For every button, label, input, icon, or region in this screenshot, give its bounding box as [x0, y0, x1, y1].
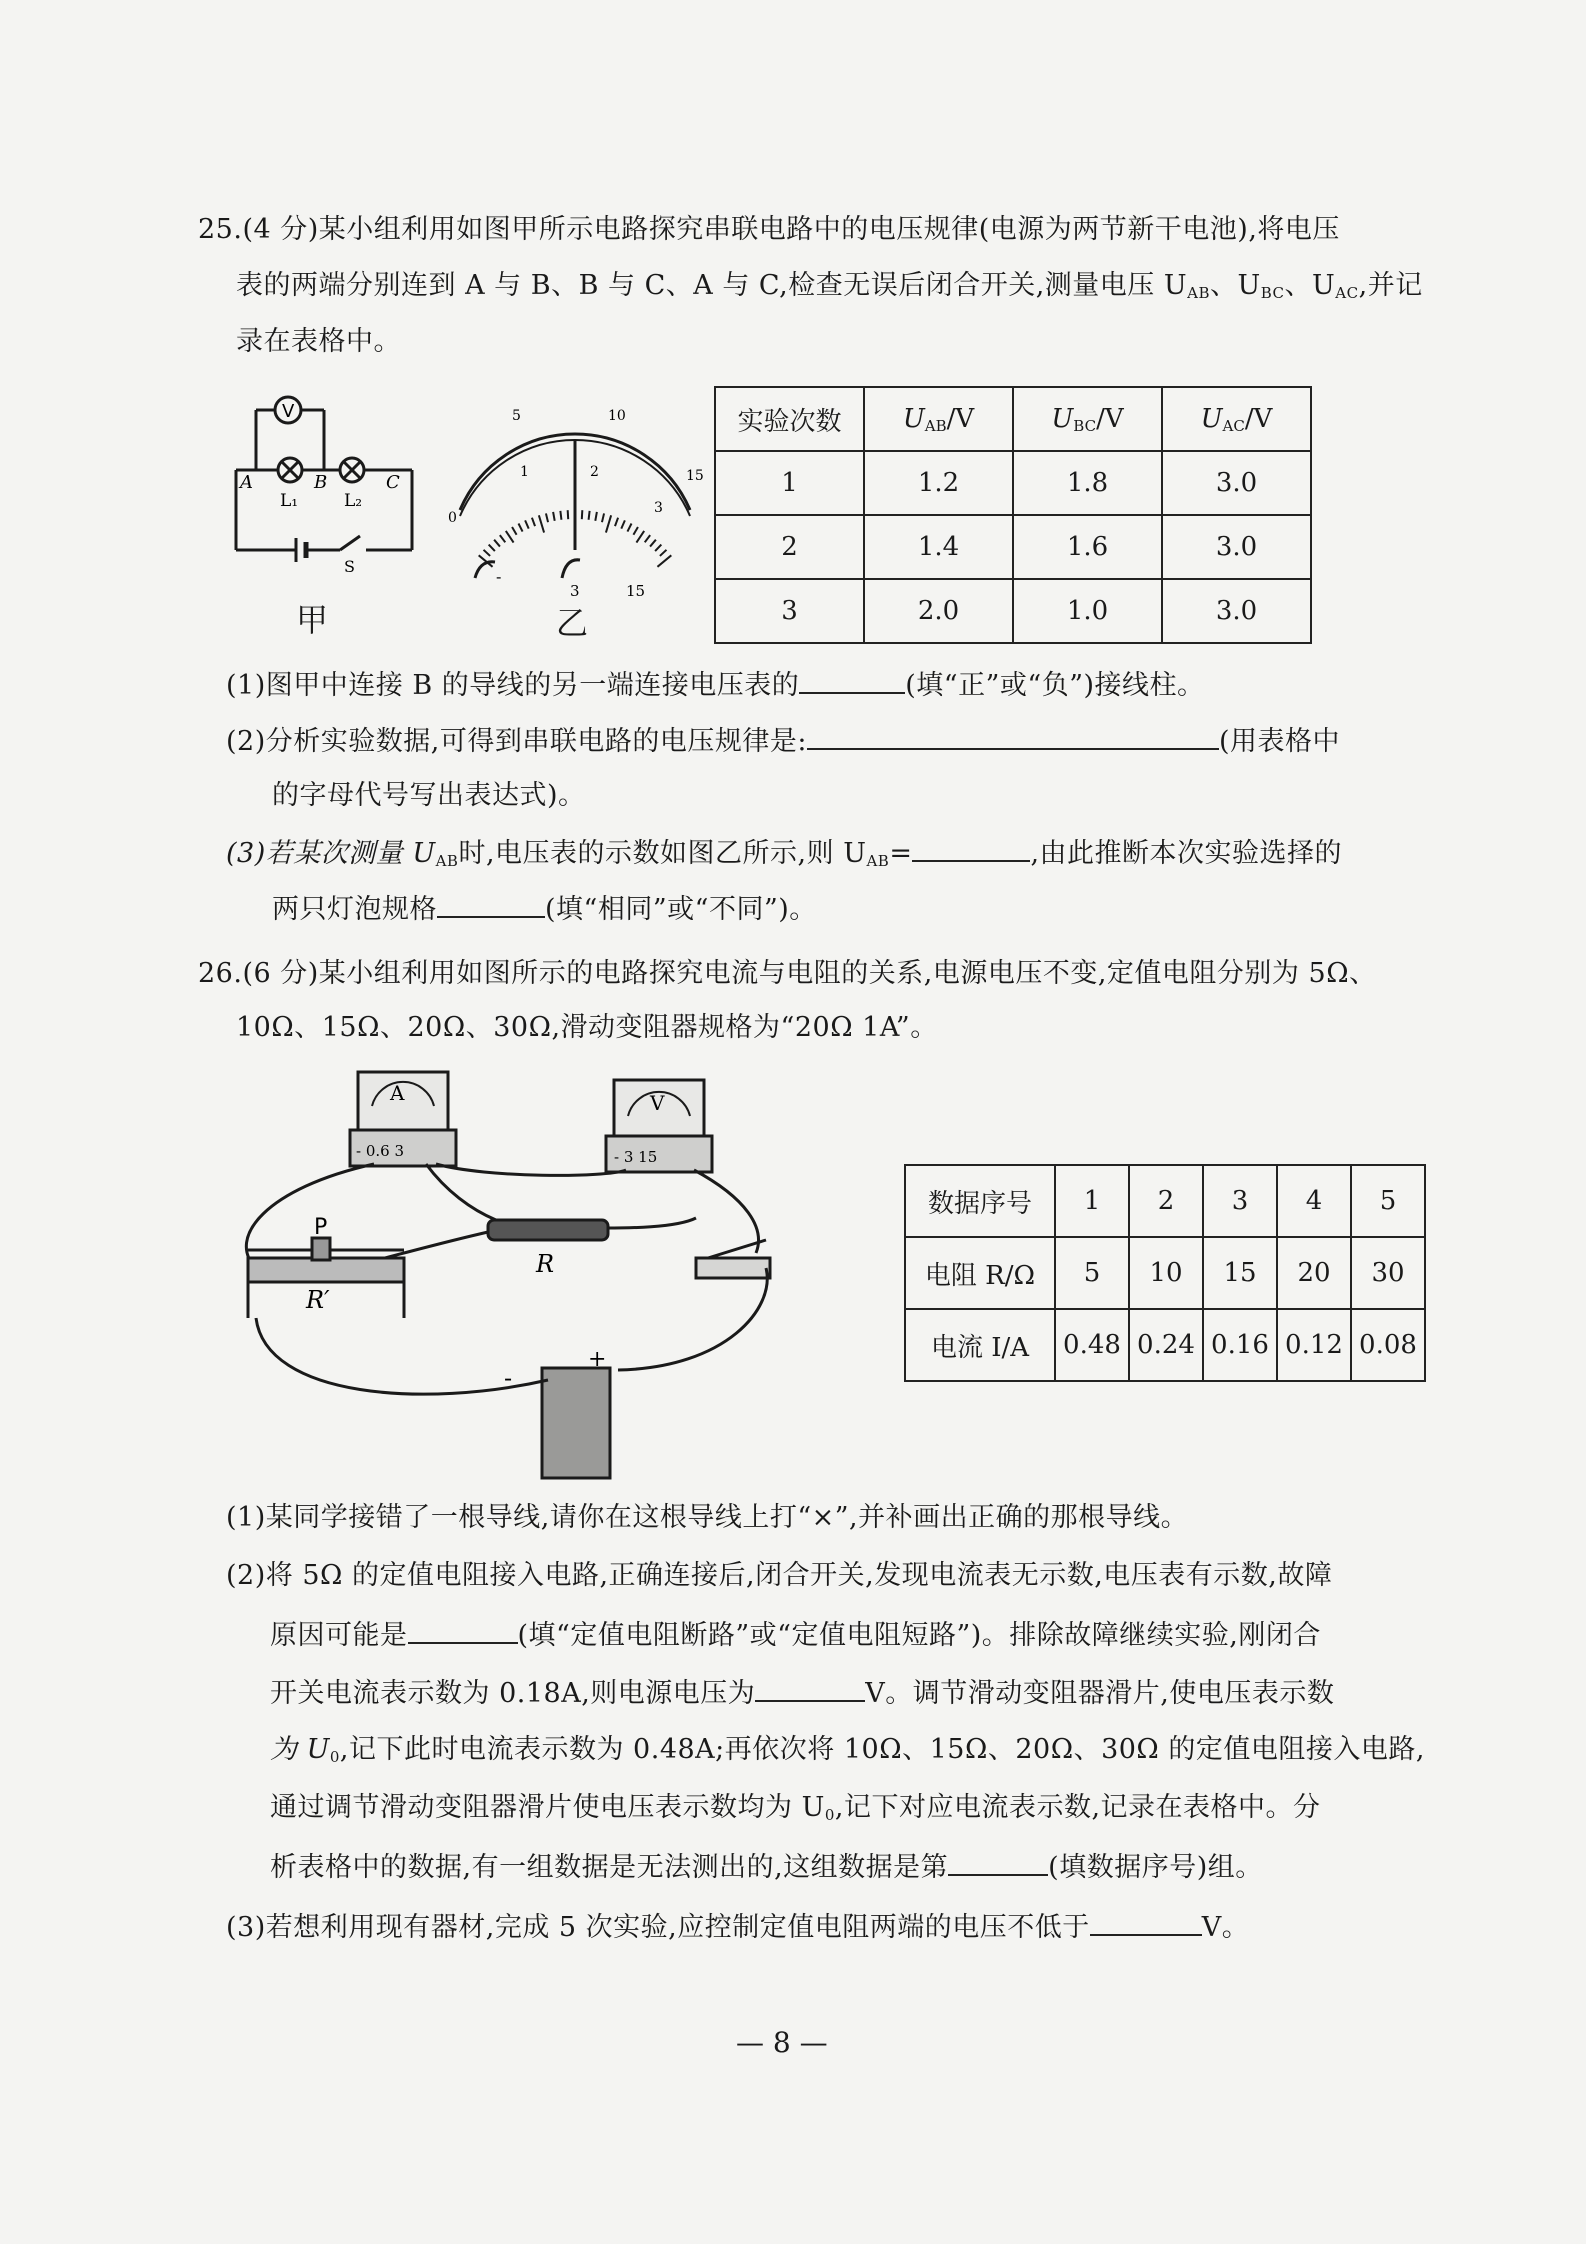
q26-p3: (3)若想利用现有器材,完成 5 次实验,应控制定值电阻两端的电压不低于 V。 [226, 1908, 1249, 1946]
yi-t10: 10 [608, 408, 626, 424]
q25-data-table [714, 386, 1312, 644]
slider-p-label: P [314, 1215, 328, 1240]
table-cell: 3.0 [1162, 579, 1311, 643]
battery-plus-label: + [588, 1347, 607, 1372]
fig-jia-label: 甲 [296, 601, 329, 639]
q25-header-trial: 实验次数 [715, 387, 864, 451]
meter-tick [636, 531, 644, 543]
yi-s2: 2 [590, 464, 599, 480]
table-cell: 1.4 [864, 515, 1013, 579]
circuit-apparatus-diagram [226, 1068, 786, 1488]
yi-t15: 15 [686, 468, 704, 484]
meter-tick [615, 518, 618, 526]
jia-v-label: V [282, 401, 295, 422]
meter-tick [655, 545, 661, 552]
answer-blank[interactable] [408, 1616, 518, 1644]
meter-tick [645, 535, 650, 542]
table-cell: 0.16 [1203, 1309, 1277, 1381]
jia-s-label: S [344, 557, 355, 576]
table-row [715, 579, 1311, 643]
rheostat-label: R′ [306, 1286, 330, 1314]
meter-tick [546, 513, 548, 522]
yi-term15: 15 [626, 582, 646, 600]
q26-line2: 10Ω、15Ω、20Ω、30Ω,滑动变阻器规格为“20Ω 1A”。 [236, 1012, 938, 1043]
table-cell: 1 [715, 451, 864, 515]
table-row [715, 515, 1311, 579]
q26-p2-line4: 为 $U_0$,记下此时电流表示数为 0.48A;再依次将 10Ω、15Ω、20Ω、30Ω 的定值电阻接入电路, [270, 1734, 1425, 1766]
jia-b-label: B [314, 472, 328, 493]
table-cell: 1 [1055, 1165, 1129, 1237]
row-header: 电阻 R/Ω [905, 1237, 1055, 1309]
yi-t0: 0 [448, 510, 457, 526]
table-row [715, 451, 1311, 515]
q26-p2-line1: (2)将 5Ω 的定值电阻接入电路,正确连接后,闭合开关,发现电流表无示数,电压表有示数,故障 [226, 1560, 1333, 1591]
table-cell: 15 [1203, 1237, 1277, 1309]
meter-tick [650, 540, 656, 547]
q26-line1: 26.(6 分)某小组利用如图所示的电路探究电流与电阻的关系,电源电压不变,定值电阻分别为 5Ω、 [198, 958, 1377, 989]
table-cell: 4 [1277, 1165, 1351, 1237]
resistor-label: R [536, 1250, 555, 1278]
answer-blank[interactable] [755, 1674, 865, 1702]
meter-tick [553, 512, 555, 521]
table-cell: 0.08 [1351, 1309, 1425, 1381]
jia-l2-label: L₂ [344, 491, 363, 511]
answer-blank[interactable] [799, 666, 905, 694]
q26-p1: (1)某同学接错了一根导线,请你在这根导线上打“×”,并补画出正确的那根导线。 [226, 1502, 1189, 1533]
meter-tick [589, 511, 590, 520]
table-cell: 5 [1351, 1165, 1425, 1237]
answer-blank[interactable] [437, 890, 545, 918]
circuit-diagram-jia [200, 380, 440, 580]
meter-tick [512, 527, 517, 535]
answer-blank[interactable] [1090, 1908, 1202, 1936]
ammeter-terminals: - 0.6 3 [356, 1142, 405, 1160]
table-cell: 2 [715, 515, 864, 579]
battery-minus-label: - [504, 1364, 513, 1392]
jia-a-label: A [240, 472, 253, 493]
q25-p2: (2)分析实验数据,可得到串联电路的电压规律是: (用表格中 [226, 722, 1340, 760]
q26-p2-line5: 通过调节滑动变阻器滑片使电压表示数均为 $U_0$,记下对应电流表示数,记录在表格中。分 [270, 1792, 1321, 1824]
meter-tick [532, 518, 535, 526]
table-cell: 1.6 [1013, 515, 1162, 579]
meter-tick [602, 513, 604, 522]
table-cell: 3 [715, 579, 864, 643]
table-row [905, 1309, 1425, 1381]
table-cell: 0.48 [1055, 1309, 1129, 1381]
answer-blank[interactable] [807, 722, 1219, 750]
table-cell: 20 [1277, 1237, 1351, 1309]
meter-tick [518, 524, 522, 532]
table-cell: 30 [1351, 1237, 1425, 1309]
table-cell: 1.2 [864, 451, 1013, 515]
answer-blank[interactable] [912, 834, 1030, 862]
yi-s1: 1 [520, 464, 529, 480]
q25-line3: 录在表格中。 [236, 326, 401, 357]
voltmeter-label: V [650, 1091, 665, 1115]
q25-p3-line2: 两只灯泡规格 (填“相同”或“不同”)。 [272, 890, 817, 928]
yi-t5: 5 [512, 408, 521, 424]
row-header: 数据序号 [905, 1165, 1055, 1237]
fig-yi-label: 乙 [556, 604, 589, 642]
ammeter-label: A [390, 1081, 405, 1105]
page-number: — 8 — [736, 2026, 828, 2059]
meter-tick [633, 527, 638, 535]
q26-data-table [904, 1164, 1426, 1382]
q25-p3: (3)若某次测量 $U_{AB}$时,电压表的示数如图乙所示,则 $U_{AB}=$ ,由此推断本次实验选择的 [226, 834, 1342, 879]
q25-p1: (1)图甲中连接 B 的导线的另一端连接电压表的 (填“正”或“负”)接线柱。 [226, 666, 1205, 704]
table-cell: 3 [1203, 1165, 1277, 1237]
table-cell: 3.0 [1162, 515, 1311, 579]
meter-tick [627, 524, 631, 532]
q25-line1: 25.(4 分)某小组利用如图甲所示电路探究串联电路中的电压规律(电源为两节新干电池),将电压 [198, 214, 1340, 245]
table-cell: 2 [1129, 1165, 1203, 1237]
table-cell: 1.8 [1013, 451, 1162, 515]
meter-tick [595, 512, 597, 521]
meter-tick [560, 511, 561, 520]
meter-tick [568, 510, 569, 519]
table-cell: 3.0 [1162, 451, 1311, 515]
q25-header-uab: $U_{AB}/V$ [864, 387, 1013, 451]
q25-header-uac: $U_{AC}/V$ [1162, 387, 1311, 451]
jia-c-label: C [386, 472, 400, 493]
yi-s3: 3 [654, 500, 663, 516]
meter-tick [494, 540, 500, 547]
meter-tick [606, 515, 611, 532]
voltmeter-dial-yi [440, 400, 710, 600]
q25-header-ubc: $U_{BC}/V$ [1013, 387, 1162, 451]
meter-tick [484, 550, 491, 556]
q26-p2-line3: 开关电流表示数为 0.18A,则电源电压为 V。调节滑动变阻器滑片,使电压表示数 [270, 1674, 1334, 1712]
meter-tick [660, 550, 667, 556]
q25-line2: 表的两端分别连到 A 与 B、B 与 C、A 与 C,检查无误后闭合开关,测量电压 $U_{AB}$、$U_{BC}$、$U_{AC}$,并记 [236, 270, 1423, 302]
q26-p2-line6: 析表格中的数据,有一组数据是无法测出的,这组数据是第 (填数据序号)组。 [270, 1848, 1263, 1886]
table-row [905, 1237, 1425, 1309]
yi-term3: 3 [570, 582, 580, 600]
table-row [905, 1165, 1425, 1237]
table-cell: 0.12 [1277, 1309, 1351, 1381]
meter-tick [489, 545, 495, 552]
meter-tick [539, 515, 544, 532]
q25-p2-line2: 的字母代号写出表达式)。 [272, 780, 586, 811]
table-cell: 1.0 [1013, 579, 1162, 643]
meter-tick [525, 520, 529, 528]
meter-tick [500, 535, 505, 542]
answer-blank[interactable] [948, 1848, 1048, 1876]
q26-p2-line2: 原因可能是 (填“定值电阻断路”或“定值电阻短路”)。排除故障继续实验,刚闭合 [270, 1616, 1321, 1654]
meter-tick [621, 520, 625, 528]
table-cell: 2.0 [864, 579, 1013, 643]
yi-minus: - [496, 567, 502, 586]
table-cell: 10 [1129, 1237, 1203, 1309]
voltmeter-terminals: - 3 15 [614, 1148, 658, 1166]
table-cell: 5 [1055, 1237, 1129, 1309]
meter-tick [657, 555, 671, 566]
jia-l1-label: L₁ [280, 491, 299, 511]
table-cell: 0.24 [1129, 1309, 1203, 1381]
row-header: 电流 I/A [905, 1309, 1055, 1381]
meter-tick [582, 510, 583, 519]
meter-tick [506, 531, 514, 543]
